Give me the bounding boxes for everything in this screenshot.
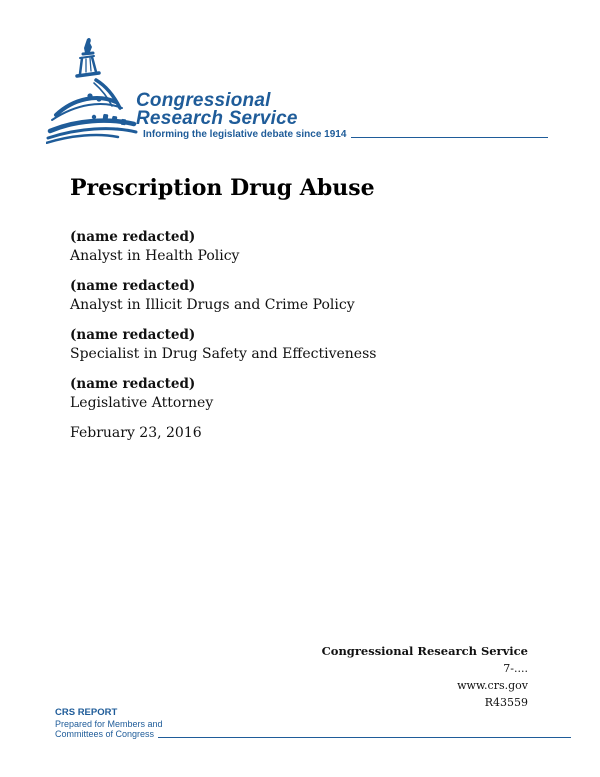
author-name: (name redacted) (70, 278, 196, 294)
capitol-dome-icon (46, 36, 142, 144)
footer-phone: 7-.... (503, 662, 528, 675)
footer-rule (158, 737, 571, 738)
author-entry (70, 326, 376, 364)
author-name: (name redacted) (70, 229, 196, 245)
footer-report-number: R43559 (484, 696, 528, 709)
report-date: February 23, 2016 (70, 425, 202, 441)
author-entry (70, 228, 376, 266)
author-entry (70, 277, 376, 315)
report-title: Prescription Drug Abuse (70, 175, 375, 201)
author-block (70, 228, 376, 443)
author-role: Legislative Attorney (70, 395, 214, 411)
footer-publication-info (322, 643, 528, 711)
author-name: (name redacted) (70, 376, 196, 392)
author-role: Analyst in Illicit Drugs and Crime Policy (70, 297, 355, 313)
author-role: Analyst in Health Policy (70, 248, 240, 264)
tagline-rule (351, 137, 548, 138)
footer-website: www.crs.gov (457, 679, 528, 692)
logo-tagline: Informing the legislative debate since 1914 (143, 129, 347, 140)
logo-org-line2: Research Service (136, 107, 298, 129)
footer-crs-report (55, 708, 571, 740)
logo-tagline-row (143, 129, 548, 140)
footer-org-name: Congressional Research Service (321, 644, 528, 658)
author-name: (name redacted) (70, 327, 196, 343)
footer-prepared-line: Prepared for Members and (55, 718, 163, 729)
footer-committees-row (55, 729, 571, 740)
footer-crs-report-label: CRS REPORT (55, 707, 118, 718)
author-role: Specialist in Drug Safety and Effectiveness (70, 346, 377, 362)
crs-logo-wordmark (136, 92, 298, 127)
author-entry (70, 375, 376, 413)
logo-org-line1: Congressional (136, 90, 271, 111)
footer-committees-line: Committees of Congress (55, 729, 155, 739)
